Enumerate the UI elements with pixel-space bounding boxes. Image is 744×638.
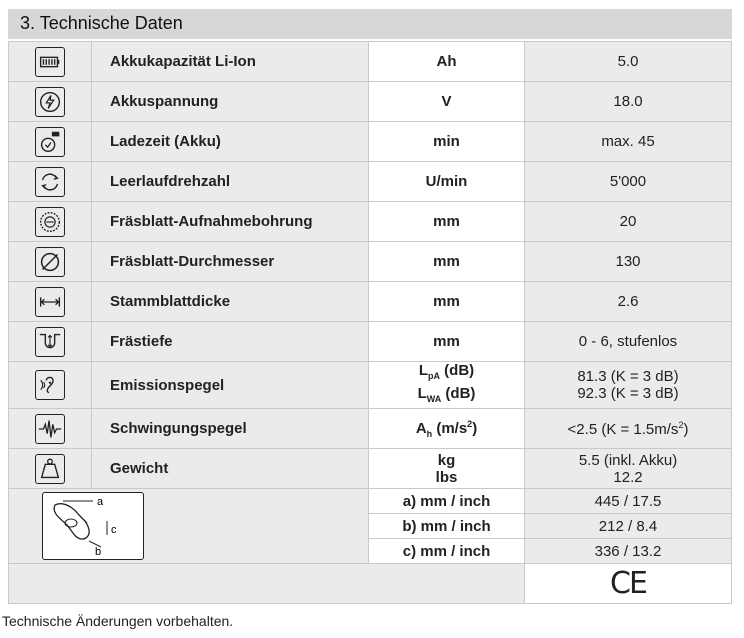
row-value: 445 / 17.5 bbox=[525, 489, 732, 514]
table-row bbox=[9, 322, 732, 362]
table-row bbox=[9, 242, 732, 282]
row-name: Frästiefe bbox=[92, 322, 369, 362]
table-row bbox=[9, 162, 732, 202]
row-unit bbox=[369, 362, 525, 409]
dimension-label-a: a bbox=[97, 496, 104, 508]
row-unit: mm bbox=[369, 322, 525, 362]
row-value: 18.0 bbox=[525, 82, 732, 122]
row-unit: U/min bbox=[369, 162, 525, 202]
row-name: Fräsblatt-Aufnahmebohrung bbox=[92, 202, 369, 242]
table-row-vibration bbox=[9, 409, 732, 449]
unit-lwa: $L_{WA}$ (dB) bbox=[417, 385, 476, 404]
footer-note: Technische Änderungen vorbehalten. bbox=[2, 613, 234, 629]
row-name: Ladezeit (Akku) bbox=[92, 122, 369, 162]
tech-data-table bbox=[8, 41, 732, 604]
table-row bbox=[9, 202, 732, 242]
row-value: 212 / 8.4 bbox=[525, 514, 732, 539]
row-name: Leerlaufdrehzahl bbox=[92, 162, 369, 202]
row-unit: c) mm / inch bbox=[369, 539, 525, 564]
vibration-icon bbox=[35, 414, 65, 444]
row-unit: mm bbox=[369, 202, 525, 242]
table-row-weight bbox=[9, 449, 732, 489]
depth-icon bbox=[35, 327, 65, 357]
row-unit bbox=[369, 449, 525, 489]
row-name: Emissionspegel bbox=[92, 362, 369, 409]
row-value bbox=[525, 362, 732, 409]
blade-bore-icon bbox=[35, 207, 65, 237]
diameter-icon bbox=[35, 247, 65, 277]
row-value: 2.6 bbox=[525, 282, 732, 322]
unit-lpa: $L_{pA}$ (dB) bbox=[418, 362, 475, 381]
dimension-row bbox=[9, 489, 732, 514]
value-lpa: 81.3 (K = 3 dB) bbox=[577, 368, 679, 385]
unit-kg: kg bbox=[437, 451, 456, 469]
rotation-icon bbox=[35, 167, 65, 197]
battery-icon bbox=[35, 47, 65, 77]
row-unit: mm bbox=[369, 242, 525, 282]
table-row bbox=[9, 122, 732, 162]
value-kg: 5.5 (inkl. Akku) bbox=[578, 451, 678, 469]
row-unit: b) mm / inch bbox=[369, 514, 525, 539]
row-unit: $A_h$ $(m/s^2)$ bbox=[369, 409, 525, 449]
ce-mark-icon: CE bbox=[610, 566, 646, 601]
thickness-icon bbox=[35, 287, 65, 317]
section-title: 3. Technische Daten bbox=[20, 13, 183, 33]
row-name: Schwingungspegel bbox=[92, 409, 369, 449]
row-name: Stammblattdicke bbox=[92, 282, 369, 322]
dimension-label-b: b bbox=[95, 546, 102, 558]
ce-row bbox=[9, 564, 732, 604]
row-name: Akkukapazität Li-Ion bbox=[92, 42, 369, 82]
voltage-icon bbox=[35, 87, 65, 117]
ce-cell bbox=[525, 564, 732, 604]
row-value: 0 - 6, stufenlos bbox=[525, 322, 732, 362]
ear-icon bbox=[35, 370, 65, 400]
row-value: 130 bbox=[525, 242, 732, 282]
row-value: <2.5 $(K = 1.5m/s^2)$ bbox=[525, 409, 732, 449]
row-unit: V bbox=[369, 82, 525, 122]
charging-time-icon bbox=[35, 127, 65, 157]
dimensions-diagram bbox=[42, 492, 144, 560]
table-row bbox=[9, 282, 732, 322]
row-name: Fräsblatt-Durchmesser bbox=[92, 242, 369, 282]
value-lbs: 12.2 bbox=[613, 468, 643, 486]
table-row bbox=[9, 42, 732, 82]
row-value: 20 bbox=[525, 202, 732, 242]
row-value: 336 / 13.2 bbox=[525, 539, 732, 564]
table-row-emission bbox=[9, 362, 732, 409]
row-unit: min bbox=[369, 122, 525, 162]
row-name: Gewicht bbox=[92, 449, 369, 489]
table-row bbox=[9, 82, 732, 122]
unit-lbs: lbs bbox=[435, 468, 458, 486]
row-value: max. 45 bbox=[525, 122, 732, 162]
weight-icon bbox=[35, 454, 65, 484]
dimensions-diagram-cell bbox=[9, 489, 369, 564]
row-value: 5.0 bbox=[525, 42, 732, 82]
row-name: Akkuspannung bbox=[92, 82, 369, 122]
row-value: 5'000 bbox=[525, 162, 732, 202]
row-unit: mm bbox=[369, 282, 525, 322]
row-value bbox=[525, 449, 732, 489]
ce-empty-cell bbox=[9, 564, 525, 604]
row-unit: Ah bbox=[369, 42, 525, 82]
row-unit: a) mm / inch bbox=[369, 489, 525, 514]
section-header bbox=[8, 9, 732, 39]
dimension-label-c: c bbox=[111, 524, 117, 536]
value-lwa: 92.3 (K = 3 dB) bbox=[577, 385, 679, 402]
